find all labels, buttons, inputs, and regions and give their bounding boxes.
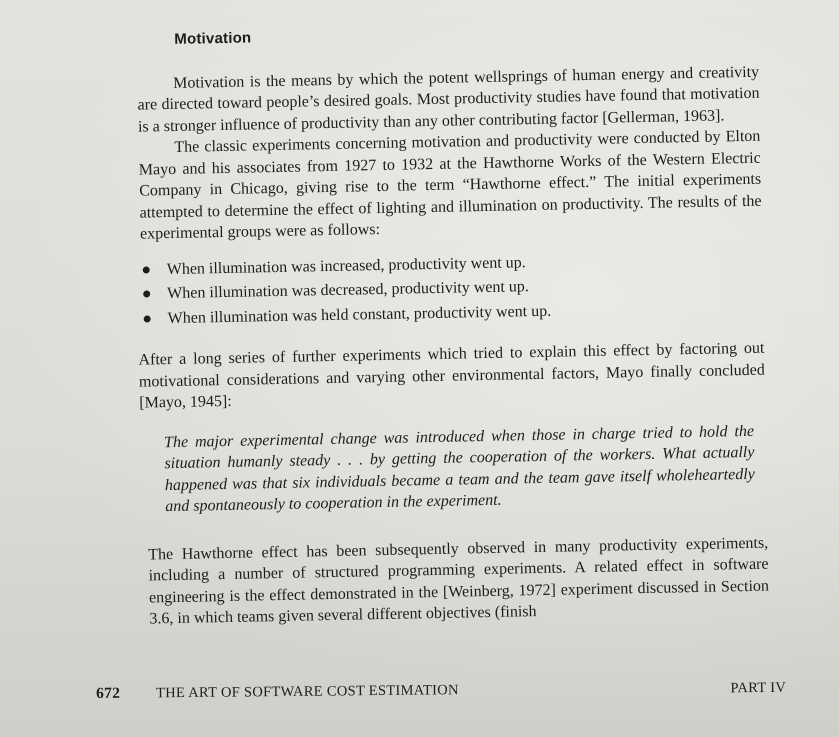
results-list [141,247,764,329]
list-item-text: When illumination was held constant, productivity went up. [167,302,552,327]
page-body [118,10,770,631]
bullet-icon [143,266,150,273]
page-footer [96,678,786,703]
page-number: 672 [96,684,121,702]
bullet-icon [144,315,151,322]
section-heading: Motivation [174,29,252,48]
part-label: PART IV [730,679,787,697]
list-item-text: When illumination was decreased, productivity went up. [167,278,530,303]
bullet-icon [143,290,150,297]
block-quote: The major experimental change was introduced when those in charge tried to hold the situation humanly steady . . . by getting the cooperation of the workers. What actually happened was that six individuals became a team and the team gave itself wholeheartedly and spontaneously to cooperation in the experiment. [163,422,755,516]
running-title: THE ART OF SOFTWARE COST ESTIMATION [155,682,459,702]
paragraph-hawthorne-effect: The Hawthorne effect has been subsequently observed in many productivity experiments, including a number of structured programming experiments. A related effect in software engineering is the effect demonstrated in the [Weinberg, 1972] experiment discussed in Section 3.6, in which teams given several different objectives (finish [148,534,770,628]
paragraph-motivation-definition: Motivation is the means by which the potent wellsprings of human energy and creativity are directed toward people’s desired goals. Most productivity studies have found that motivation is a stronger influence of productivity than any other contributing factor [Gellerman, 1963]. [137,63,760,136]
list-item-text: When illumination was increased, productivity went up. [166,253,526,278]
paragraph-mayo-conclusion: After a long series of further experiments which tried to explain this effect by factoring out motivational considerations and varying other environmental factors, Mayo finally concluded [Mayo, 1945]: [138,339,765,412]
paragraph-hawthorne-experiments: The classic experiments concerning motivation and productivity were conducted by Elton Mayo and his associates from 1927 to 1932 at the Hawthorne Works of the Western Electric Company in Chicago, giving rise to the term “Hawthorne effect.” The initial experiments attempted to determine the effect of lighting and illumination on productivity. The results of the experimental groups were as follows: [138,127,762,243]
